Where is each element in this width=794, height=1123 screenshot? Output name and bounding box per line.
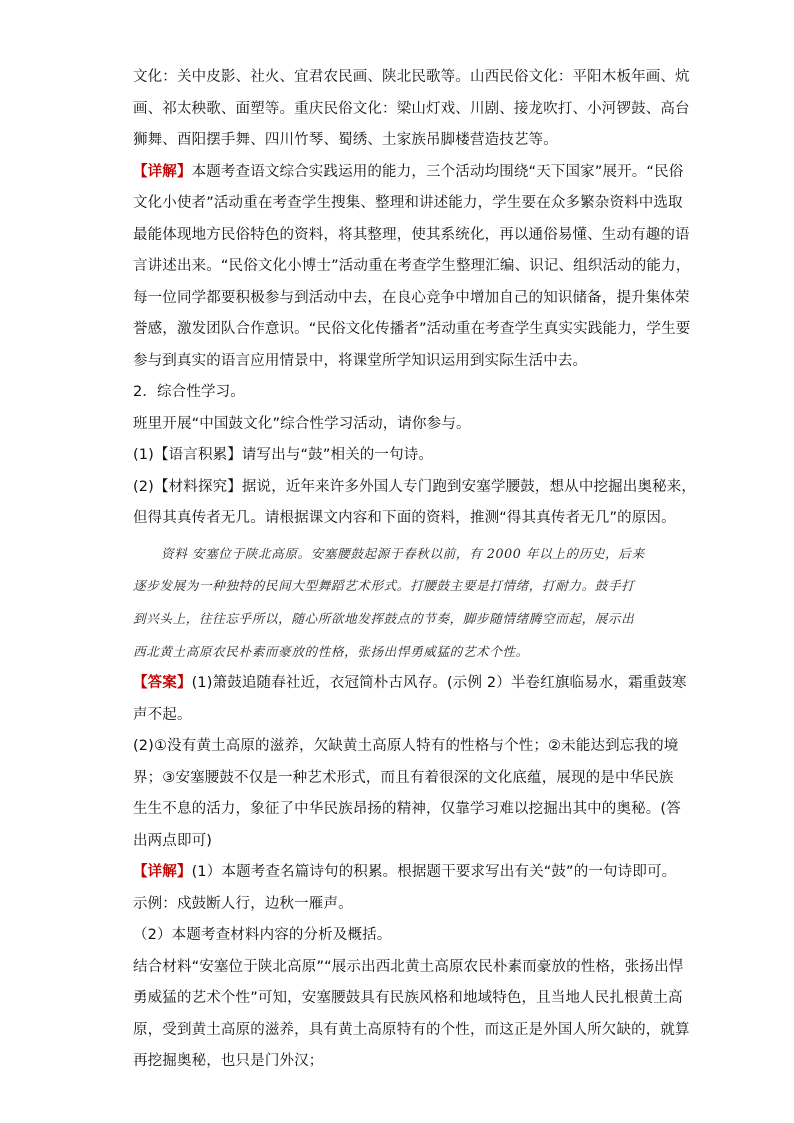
text-line: 文化小使者”活动重在考查学生搜集、整理和讲述能力，学生要在众多繁杂资料中选取 (133, 195, 683, 211)
text-line: 出两点即可) (133, 832, 213, 849)
answer-tag: 【答案】 (133, 675, 192, 692)
detail-section-2 (133, 857, 690, 1078)
text-line: 最能体现地方民俗特色的资料，将其整理，使其系统化，再以通俗易懂、生动有趣的语 (133, 226, 690, 243)
text-span: 本题考查语文综合实践运用的能力，三个活动均围绕“天下国家”展开。“民俗 (191, 163, 684, 180)
text-line (133, 857, 677, 889)
text-line: 勇威猛的艺术个性”可知，安塞腰鼓具有民族风格和地域特色，且当地人民扎根黄土高 (133, 990, 683, 1007)
detail-section-1 (133, 157, 691, 378)
text-line: （2）本题考查材料内容的分析及概括。 (133, 927, 392, 944)
question-2 (133, 377, 697, 668)
text-line (133, 157, 684, 189)
text-line: 结合材料“安塞位于陕北高原”“展示出西北黄土高原农民朴素而豪放的性格，张扬出悍 (133, 958, 684, 975)
text-line (133, 668, 687, 700)
material-block (133, 538, 673, 669)
material-line: 资料 安塞位于陕北高原。安塞腰鼓起源于春秋以前，有 2000 年以上的历史，后来 (161, 545, 645, 561)
text-span: (1) (133, 447, 154, 463)
detail-tag: 【详解】 (133, 163, 192, 180)
text-line: 原，受到黄土高原的滋养，具有黄土高原特有的个性，而这正是外国人所欠缺的，就算 (133, 1021, 690, 1038)
text-span: (2) (133, 478, 154, 495)
document-page (133, 62, 697, 1078)
detail-tag: 【详解】 (133, 864, 192, 881)
material-line: 到兴头上，往往忘乎所以，随心所欲地发挥鼓点的节奏，脚步随情绪腾空而起，展示出 (133, 610, 635, 626)
text-line: 生生不息的活力，象征了中华民族昂扬的精神，仅靠学习难以挖掘出其中的奥秘。(答 (133, 801, 681, 818)
answer-section (133, 668, 687, 857)
text-line: 界；③安塞腰鼓不仅是一种艺术形式，而且有着很深的文化底蕴，展现的是中华民族 (133, 769, 674, 786)
text-line: 文化：关中皮影、社火、宜君农民画、陕北民歌等。山西民俗文化：平阳木板年画、炕 (133, 69, 690, 85)
text-line: 画、祁太秧歌、面塑等。重庆民俗文化：梁山灯戏、川剧、接龙吹打、小河锣鼓、高台 (133, 100, 690, 117)
text-line: 声不起。 (133, 706, 192, 723)
material-line: 西北黄土高原农民朴素而豪放的性格，张扬出悍勇威猛的艺术个性。 (133, 643, 529, 659)
bracket-tag: 【语言积累】 (154, 447, 242, 463)
text-span: 请写出与“鼓”相关的一句诗。 (241, 447, 434, 463)
text-span: (1)箫鼓追随春社近，衣冠简朴古风存。(示例 2）半卷红旗临易水，霜重鼓寒 (191, 675, 687, 692)
text-span: (1）本题考查名篇诗句的积累。根据题干要求写出有关“鼓”的一句诗即可。 (191, 864, 677, 881)
question-number: 2．综合性学习。 (133, 384, 245, 400)
text-line: 参与到真实的语言应用情景中，将课堂所学知识运用到实际生活中去。 (133, 352, 588, 369)
intro-paragraph (133, 62, 690, 157)
text-line: 示例：戍鼓断人行，边秋一雁声。 (133, 895, 353, 912)
text-line: 誉感，激发团队合作意识。“民俗文化传播者”活动重在考查学生真实实践能力，学生要 (133, 321, 691, 337)
text-span: 据说，近年来许多外国人专门跑到安塞学腰鼓，想从中挖掘出奥秘来， (241, 478, 697, 495)
sub-question-1 (133, 440, 673, 472)
question-intro: 班里开展“中国鼓文化”综合性学习活动，请你参与。 (133, 415, 471, 432)
text-line: 每一位同学都要积极参与到活动中去，在良心竞争中增加自己的知识储备，提升集体荣 (133, 289, 690, 306)
text-line: 狮舞、酉阳摆手舞、四川竹琴、蜀绣、土家族吊脚楼营造技艺等。 (133, 132, 558, 148)
text-line: (2)①没有黄土高原的滋养，欠缺黄土高原人特有的性格与个性；②未能达到忘我的境 (133, 738, 679, 755)
bracket-tag: 【材料探究】 (154, 478, 242, 495)
text-line: 再挖掘奥秘，也只是门外汉； (133, 1053, 324, 1070)
sub-question-2 (133, 472, 697, 504)
text-line: 但得其真传者无几。请根据课文内容和下面的资料，推测“得其真传者无几”的原因。 (133, 510, 676, 526)
text-line: 言讲述出来。“民俗文化小博士”活动重在考查学生整理汇编、识记、组织活动的能力， (133, 258, 691, 274)
material-line: 逐步发展为一种独特的民间大型舞蹈艺术形式。打腰鼓主要是打情绪，打耐力。鼓手打 (133, 578, 635, 594)
